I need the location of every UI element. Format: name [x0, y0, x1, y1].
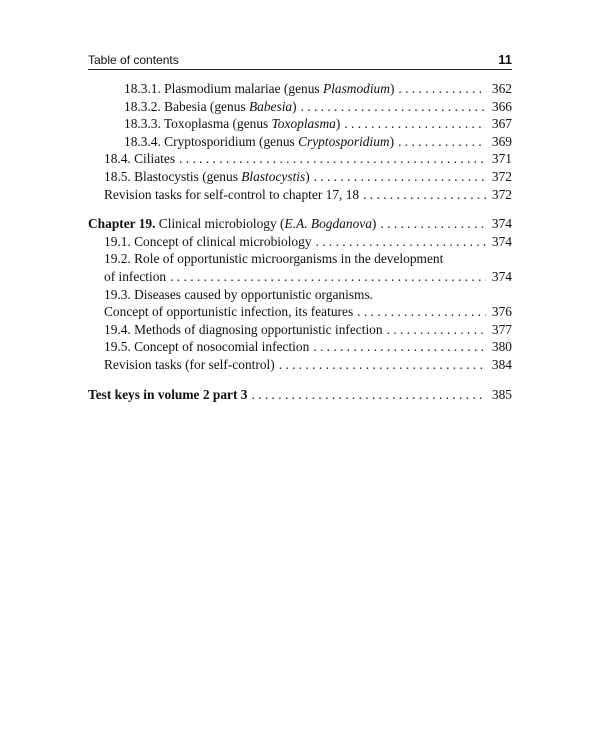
toc-entry-19-3-line-1 — [88, 286, 512, 304]
toc-entry-page: 385 — [491, 386, 512, 402]
toc-entry-label: Concept of opportunistic infection, its features — [104, 304, 354, 320]
toc-entry-test-keys — [88, 386, 512, 404]
toc-entry-18-3-4 — [88, 133, 512, 151]
toc-entry-page: 374 — [491, 216, 512, 232]
running-header-title: Table of contents — [88, 53, 179, 67]
toc-entry-label: 18.3.4. Cryptosporidium (genus Cryptosporidium) — [124, 133, 395, 149]
toc-entry-19-1 — [88, 233, 512, 251]
dot-leader — [380, 215, 486, 233]
toc-entry-page: 377 — [491, 321, 512, 337]
toc-entry-label: 19.1. Concept of clinical microbiology — [104, 233, 312, 249]
toc-entry-revision-19 — [88, 356, 512, 374]
toc-entry-19-4 — [88, 321, 512, 339]
table-of-contents — [88, 80, 512, 403]
toc-entry-label: 19.3. Diseases caused by opportunistic organisms. — [104, 286, 374, 302]
toc-entry-label: 18.3.3. Toxoplasma (genus Toxoplasma) — [124, 116, 341, 132]
dot-leader — [170, 268, 486, 286]
toc-entry-19-2-line-1 — [88, 250, 512, 268]
toc-entry-18-3-3 — [88, 115, 512, 133]
running-header — [88, 52, 512, 70]
dot-leader — [344, 115, 486, 133]
toc-entry-label: 18.4. Ciliates — [104, 151, 176, 167]
toc-entry-label: of infection — [104, 268, 167, 284]
toc-entry-page: 376 — [491, 304, 512, 320]
toc-entry-label: Revision tasks for self-control to chapter 17, 18 — [104, 186, 360, 202]
toc-entry-label: 19.5. Concept of nosocomial infection — [104, 339, 310, 355]
dot-leader — [398, 133, 486, 151]
toc-entry-revision-17-18 — [88, 186, 512, 204]
toc-entry-label: 18.5. Blastocystis (genus Blastocystis) — [104, 168, 310, 184]
toc-entry-page: 371 — [491, 151, 512, 167]
toc-entry-19-3-line-2 — [88, 303, 512, 321]
toc-entry-label: 18.3.1. Plasmodium malariae (genus Plasmodium) — [124, 81, 395, 96]
dot-leader — [179, 150, 486, 168]
toc-entry-label: Chapter 19. Clinical microbiology (E.A. Bogdanova) — [88, 216, 377, 232]
dot-leader — [279, 356, 486, 374]
running-header-page-number: 11 — [498, 52, 512, 67]
section-gap — [88, 203, 512, 215]
toc-entry-page: 380 — [491, 339, 512, 355]
toc-entry-page: 372 — [491, 168, 512, 184]
toc-entry-label: 19.2. Role of opportunistic microorganisms in the development — [104, 251, 444, 267]
toc-entry-18-3-1 — [88, 80, 512, 98]
dot-leader — [316, 233, 486, 251]
toc-entry-19-5 — [88, 338, 512, 356]
toc-entry-page: 366 — [491, 98, 512, 114]
toc-entry-18-3-2 — [88, 98, 512, 116]
toc-entry-18-5 — [88, 168, 512, 186]
toc-entry-page: 374 — [491, 268, 512, 284]
dot-leader — [301, 98, 486, 116]
toc-entry-18-4 — [88, 150, 512, 168]
toc-entry-label: 19.4. Methods of diagnosing opportunistic infection — [104, 321, 383, 337]
dot-leader — [398, 80, 486, 98]
dot-leader — [251, 386, 486, 404]
toc-entry-page: 372 — [491, 186, 512, 202]
toc-entry-page: 362 — [491, 81, 512, 96]
toc-entry-label: Revision tasks (for self-control) — [104, 356, 275, 372]
toc-entry-page: 374 — [491, 233, 512, 249]
section-gap — [88, 374, 512, 386]
toc-entry-page: 369 — [491, 133, 512, 149]
dot-leader — [357, 303, 486, 321]
dot-leader — [363, 186, 486, 204]
dot-leader — [387, 321, 486, 339]
toc-entry-19-2-line-2 — [88, 268, 512, 286]
toc-entry-chapter-19 — [88, 215, 512, 233]
header-rule — [88, 69, 512, 70]
toc-entry-page: 384 — [491, 356, 512, 372]
toc-entry-page: 367 — [491, 116, 512, 132]
dot-leader — [314, 168, 486, 186]
toc-entry-label: 18.3.2. Babesia (genus Babesia) — [124, 98, 297, 114]
dot-leader — [313, 338, 486, 356]
toc-entry-label: Test keys in volume 2 part 3 — [88, 386, 248, 402]
